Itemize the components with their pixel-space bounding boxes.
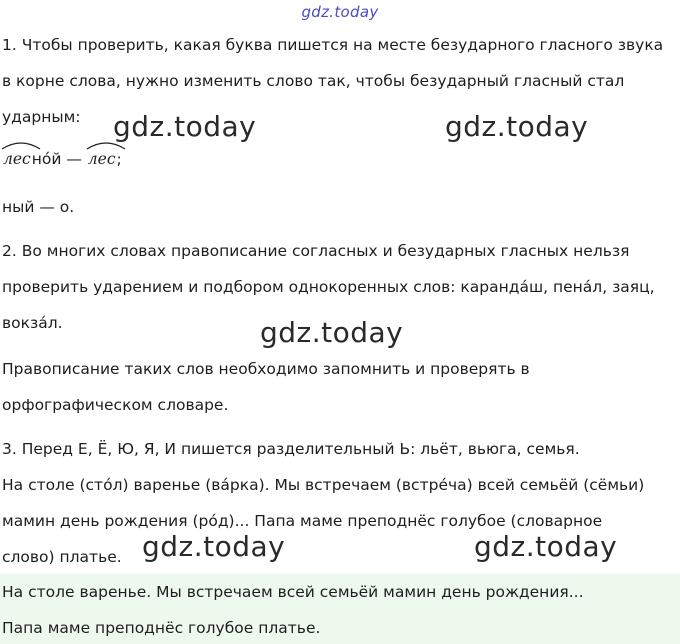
rule1-line3: ударным: (2, 108, 81, 126)
example-ending-1: но́й (31, 150, 62, 168)
answer-line2: Папа маме преподнёс голубое платье. (2, 619, 321, 637)
rule2-line1: 2. Во многих словах правописание согласных и безударных гласных нельзя (2, 242, 630, 260)
rule1-line1: 1. Чтобы проверить, какая буква пишется на месте безударного гласного звука (2, 36, 664, 54)
watermark-text: gdz.today (445, 110, 589, 143)
example-dash: — (61, 150, 87, 168)
example-semicolon: ; (116, 150, 122, 168)
rule2-line5: орфографическом словаре. (2, 396, 229, 414)
root-mark-1 (2, 150, 32, 168)
root-arc-icon (1, 140, 41, 150)
watermark-text: gdz.today (474, 530, 618, 563)
watermark-text: gdz.today (142, 530, 286, 563)
rule3-line1: 3. Перед Е, Ё, Ю, Я, И пишется разделительный Ь: льёт, вьюга, семья. (2, 440, 580, 458)
root-text-2: лес (87, 150, 116, 168)
root-text-1: лес (3, 150, 31, 168)
rule1-example (2, 150, 122, 168)
answer-block (0, 574, 680, 644)
rule1-line2: в корне слова, нужно изменить слово так, чтобы безударный гласный стал (2, 72, 625, 90)
rule3-line2: На столе (сто́л) варенье (ва́рка). Мы встречаем (встре́ча) всей семьёй (сёмьи) (2, 476, 645, 494)
rule3-line4: слово) платье. (2, 548, 122, 566)
watermark-top: gdz.today (301, 3, 379, 21)
watermark-text: gdz.today (260, 316, 404, 349)
root-mark-2 (87, 150, 117, 168)
rule2-line3: вокзáл. (2, 314, 63, 332)
answer-line1: На столе варенье. Мы встречаем всей семьёй мамин день рождения... (2, 583, 584, 601)
rule1-line5: ный — о. (2, 198, 75, 216)
rule2-line4: Правописание таких слов необходимо запомнить и проверять в (2, 360, 530, 378)
rule3-line3: мамин день рождения (ро́д)... Папа маме преподнёс голубое (словарное (2, 512, 603, 530)
watermark-text: gdz.today (113, 110, 257, 143)
rule2-line2: проверить ударением и подбором однокоренных слов: карандáш, пенáл, заяц, (2, 278, 655, 296)
